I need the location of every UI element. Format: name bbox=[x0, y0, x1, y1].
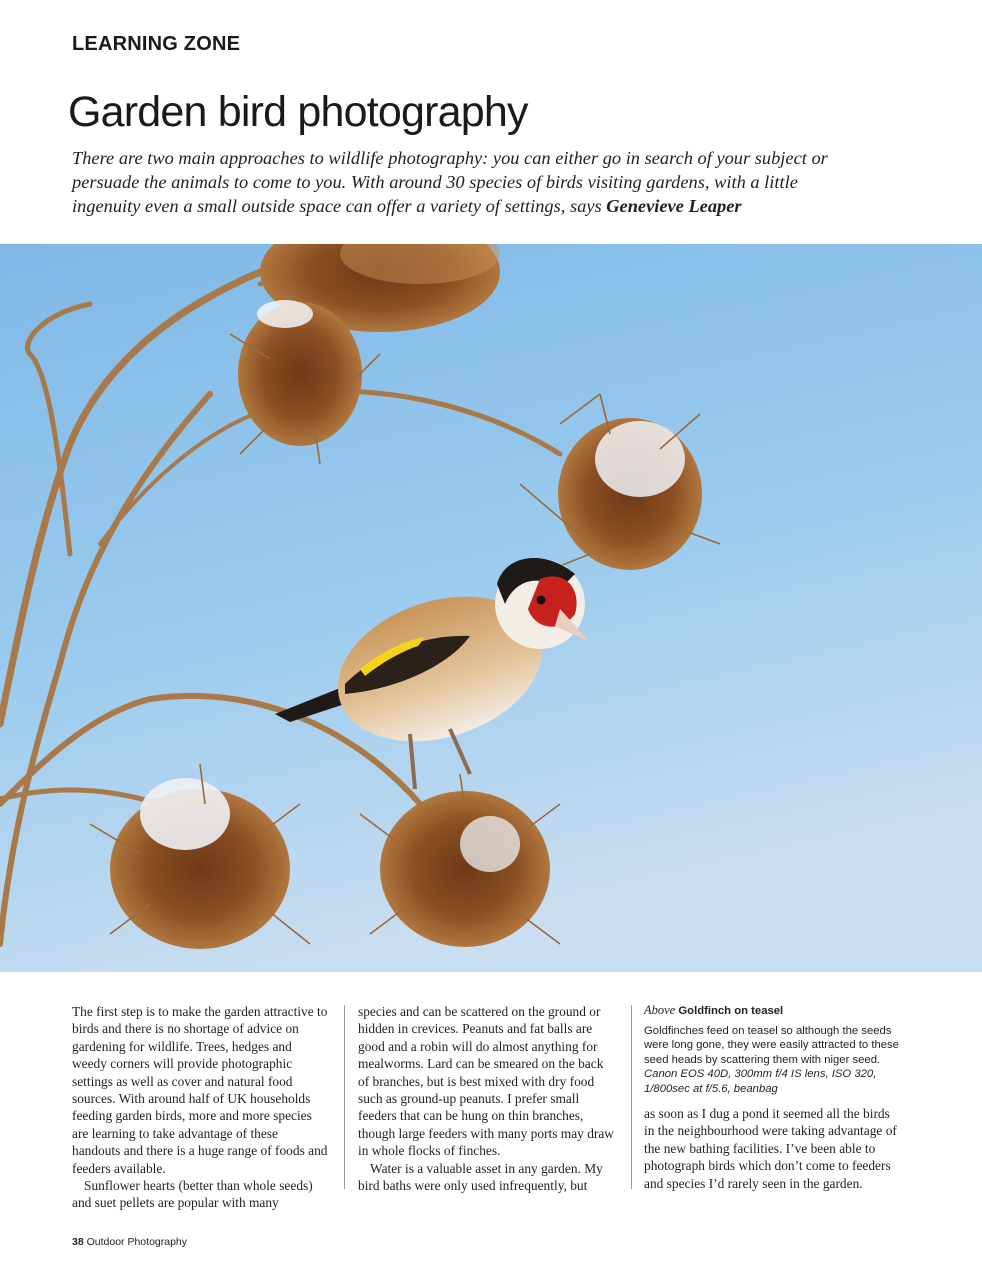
caption-title: Goldfinch on teasel bbox=[678, 1005, 784, 1017]
paragraph: as soon as I dug a pond it seemed all the birds in the neighbourhood were taking advantage of the new bathing facilities. I’ve been able to photograph birds which don’t come to feeders and species I’d rarely seen in the garden. bbox=[644, 1106, 897, 1191]
byline: Genevieve Leaper bbox=[606, 196, 742, 216]
section-label: LEARNING ZONE bbox=[72, 33, 241, 55]
standfirst-text: There are two main approaches to wildlife photography: you can either go in search of your subject or persuade the animals to come to you. With around 30 species of birds visiting gardens, with a little ingenuity even a small outside space can offer a variety of settings, says bbox=[72, 148, 828, 216]
magazine-name: Outdoor Photography bbox=[86, 1236, 188, 1248]
page-number: 38 bbox=[72, 1236, 84, 1248]
body-column-2 bbox=[358, 1003, 614, 1194]
seedhead-right bbox=[558, 418, 702, 570]
caption-tech-details: Canon EOS 40D, 300mm f/4 IS lens, ISO 320, 1/800sec at f/5.6, beanbag bbox=[644, 1068, 877, 1095]
paragraph: The first step is to make the garden attractive to birds and there is no shortage of advice on gardening for wildlife. Trees, hedges and weedy corners will provide photographic settings as well as cover and natural food sources. With around half of UK households feeding garden birds, more and more species are learning to take advantage of these handouts and there is a huge range of foods and feeders available. bbox=[72, 1004, 328, 1176]
article-title: Garden bird photography bbox=[68, 88, 528, 136]
column-rule bbox=[344, 1005, 345, 1189]
column-rule bbox=[631, 1005, 632, 1189]
page-footer bbox=[72, 1236, 187, 1248]
standfirst bbox=[72, 146, 852, 218]
feature-photo bbox=[0, 244, 982, 972]
caption-text: Goldfinches feed on teasel so although the seeds were long gone, they were easily attracted to these seed heads by scattering them with niger seed. bbox=[644, 1024, 899, 1066]
paragraph: species and can be scattered on the ground or hidden in crevices. Peanuts and fat balls are good and a robin will do almost anything for mealworms. Lard can be smeared on the back of branches, but is best mixed with dry food such as ground-up peanuts. I prefer small feeders that can be hung on thin branches, though large feeders with many ports may draw in whole flocks of finches. bbox=[358, 1004, 614, 1159]
body-column-1 bbox=[72, 1003, 328, 1212]
caption-header bbox=[644, 1003, 900, 1019]
seedhead-bottom-center bbox=[380, 791, 550, 947]
paragraph: Sunflower hearts (better than whole seeds) and suet pellets are popular with many bbox=[72, 1178, 313, 1211]
photo-caption bbox=[644, 1003, 900, 1096]
body-column-3 bbox=[644, 1003, 900, 1192]
goldfinch-illustration bbox=[0, 244, 982, 972]
goldfinch-eye bbox=[537, 596, 546, 605]
caption-lead: Above bbox=[644, 1003, 676, 1017]
paragraph: Water is a valuable asset in any garden. My bird baths were only used infrequently, but bbox=[358, 1160, 603, 1194]
